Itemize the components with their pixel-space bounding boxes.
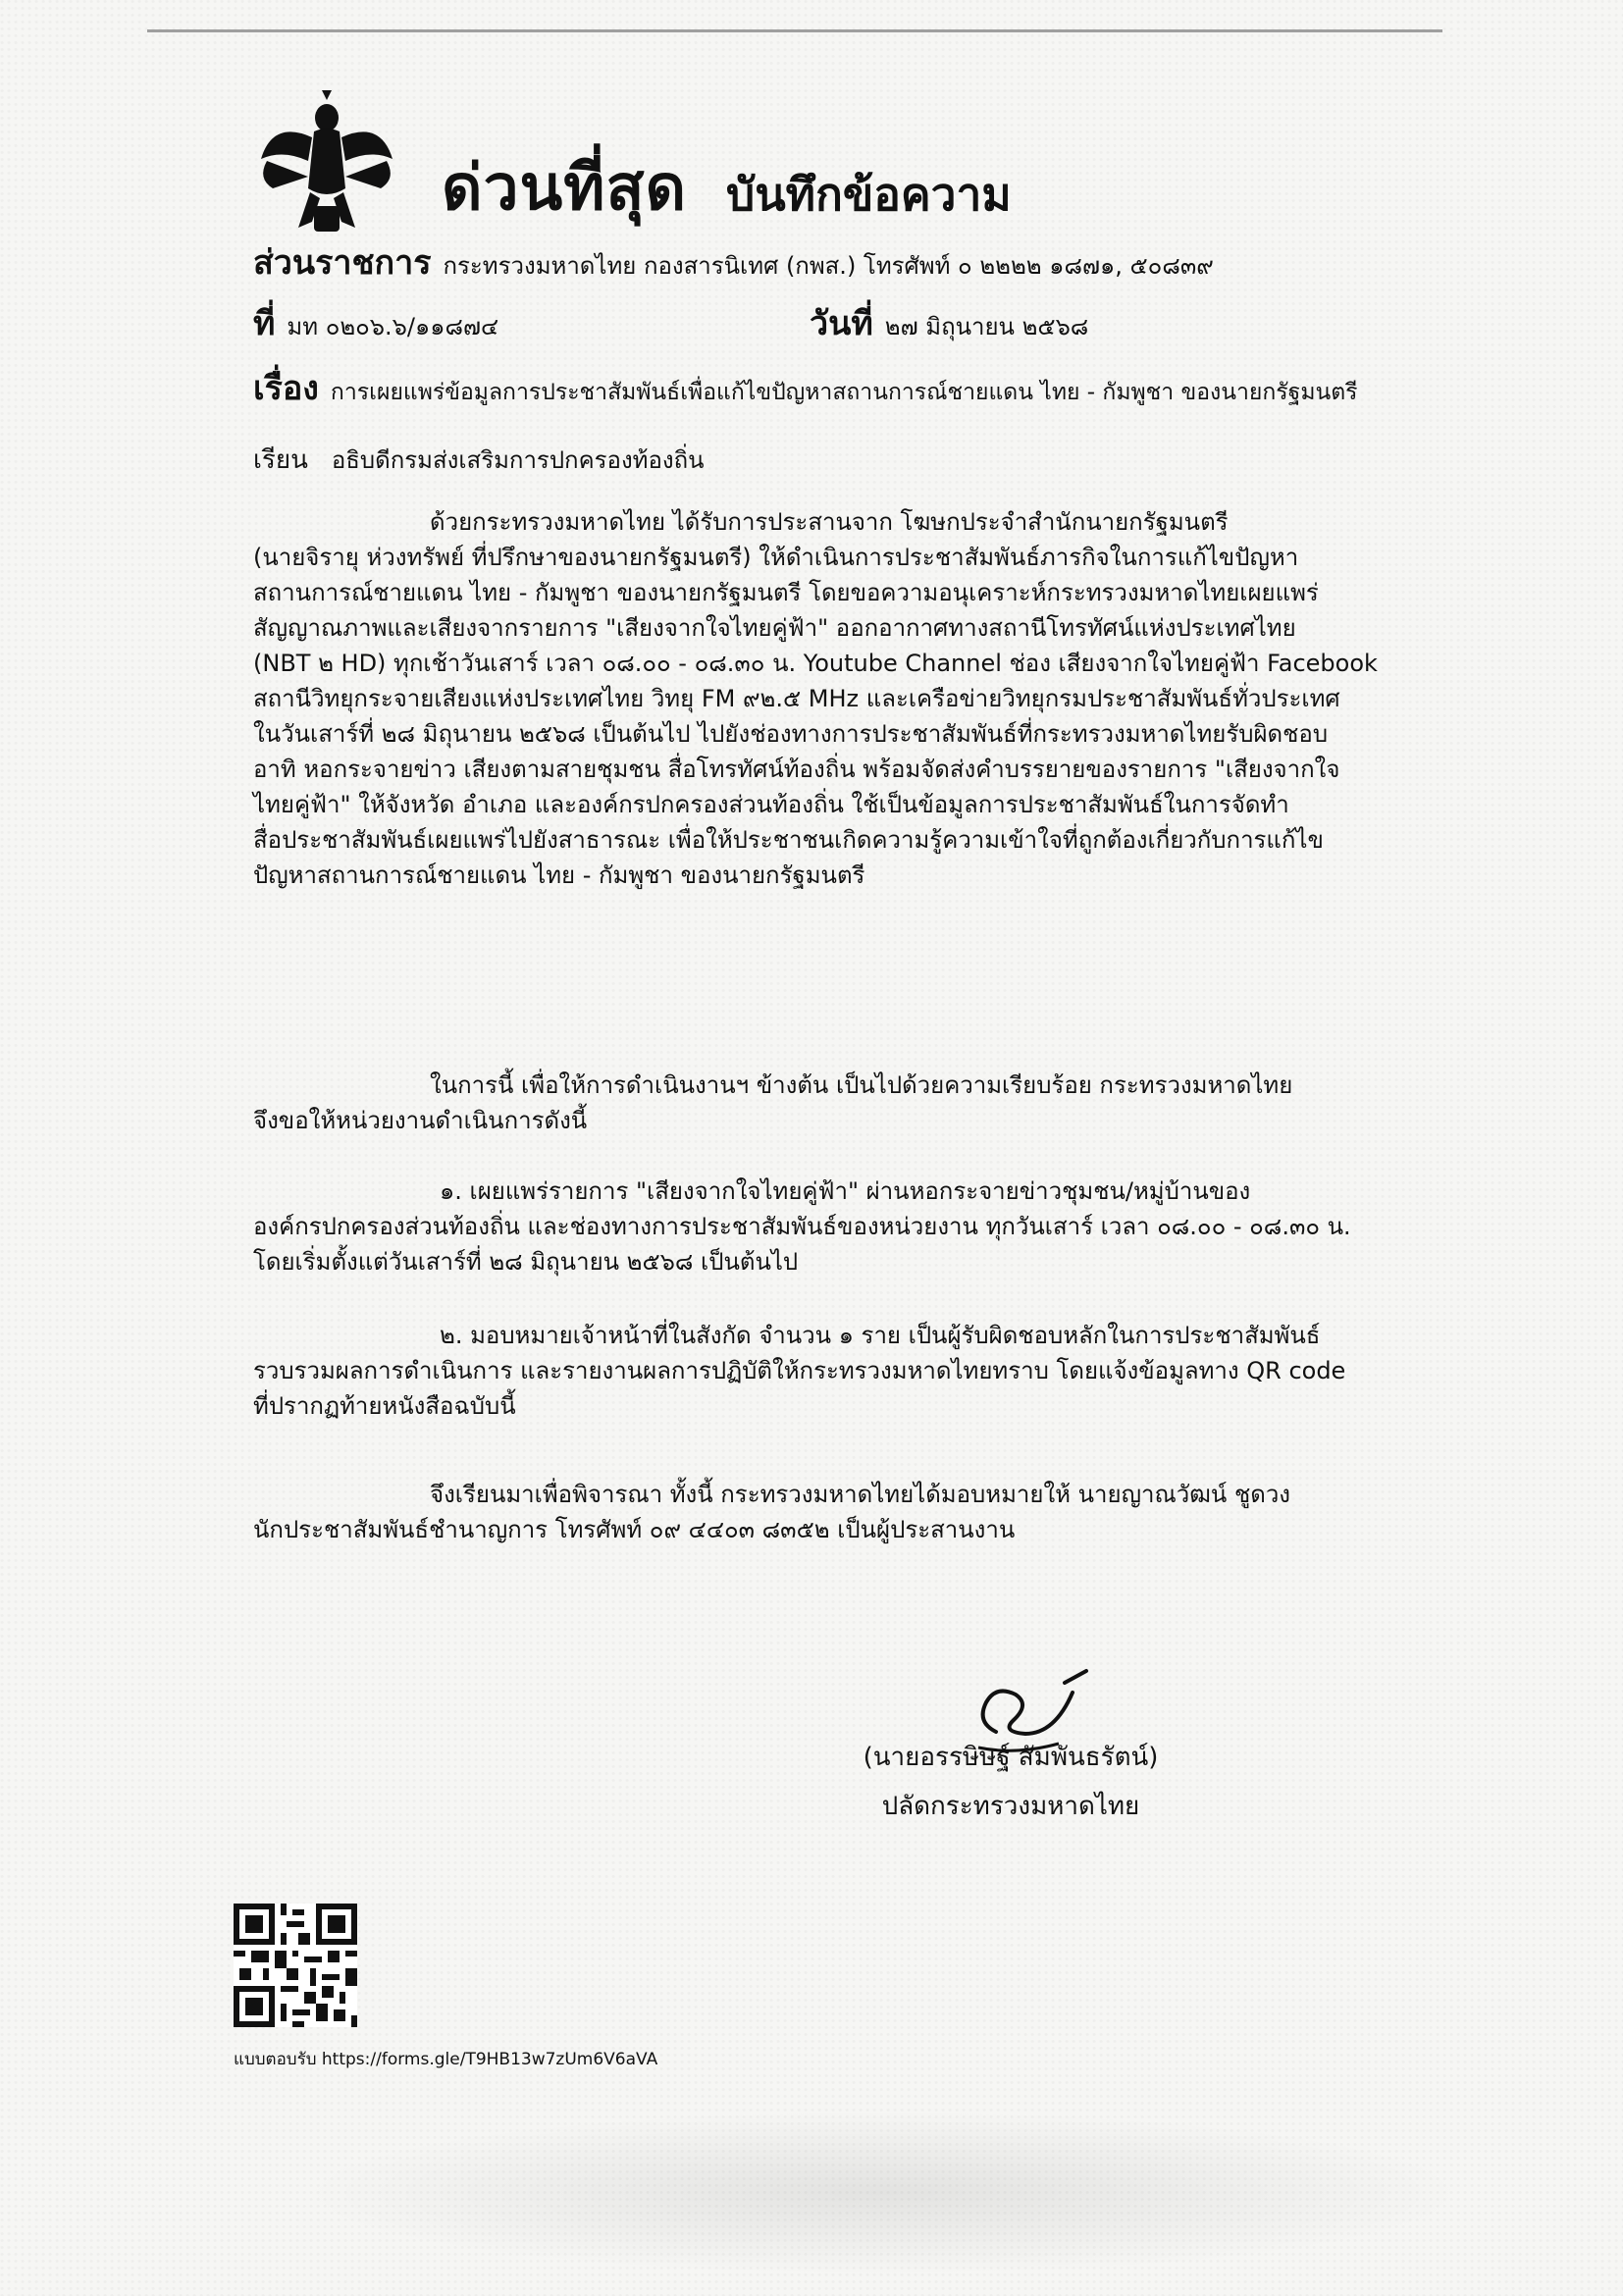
- text-line: ในวันเสาร์ที่ ๒๘ มิถุนายน ๒๕๖๘ เป็นต้นไป ไปยังช่องทางการประชาสัมพันธ์ที่กระทรวงมหาดไทยรับผิดชอบ: [253, 720, 1329, 748]
- date-label: วันที่: [810, 304, 873, 343]
- paragraph-1: [253, 504, 1460, 893]
- text-line: สื่อประชาสัมพันธ์เผยแพร่ไปยังสาธารณะ เพื่อให้ประชาชนเกิดความรู้ความเข้าใจที่ถูกต้องเกี่ยวกับการแก้ไข: [253, 826, 1324, 854]
- list-item-2: [253, 1318, 1460, 1424]
- text-line: อาทิ หอกระจายข่าว เสียงตามสายชุมชน สื่อโทรทัศน์ท้องถิ่น พร้อมจัดส่งคำบรรยายของรายการ "เสียงจากใจ: [253, 756, 1340, 783]
- text-line: จึงขอให้หน่วยงานดำเนินการดังนี้: [253, 1107, 588, 1134]
- garuda-emblem-icon: [253, 90, 400, 237]
- subject-label: เรื่อง: [253, 369, 319, 408]
- text-line: สถานีวิทยุกระจายเสียงแห่งประเทศไทย วิทยุ FM ๙๒.๕ MHz และเครือข่ายวิทยุกรมประชาสัมพันธ์ทั่วประเทศ: [253, 685, 1340, 712]
- date-value: ๒๗ มิถุนายน ๒๕๖๘: [884, 313, 1089, 340]
- text-line: โดยเริ่มตั้งแต่วันเสาร์ที่ ๒๘ มิถุนายน ๒๕๖๘ เป็นต้นไป: [253, 1248, 799, 1276]
- addressee-label: เรียน: [253, 445, 308, 475]
- text-line: ในการนี้ เพื่อให้การดำเนินงานฯ ข้างต้น เป็นไปด้วยความเรียบร้อย กระทรวงมหาดไทย: [430, 1071, 1293, 1099]
- reference-label: ที่: [253, 304, 276, 343]
- response-form-link[interactable]: แบบตอบรับ https://forms.gle/T9HB13w7zUm6V6aVA: [234, 2050, 658, 2069]
- text-line: ปัญหาสถานการณ์ชายแดน ไทย - กัมพูชา ของนายกรัฐมนตรี: [253, 861, 865, 889]
- reference-value: มท ๐๒๐๖.๖/๑๑๘๗๔: [287, 313, 499, 340]
- list-item-1: [253, 1174, 1460, 1279]
- text-line: ๑. เผยแพร่รายการ "เสียงจากใจไทยคู่ฟ้า" ผ่านหอกระจายข่าวชุมชน/หมู่บ้านของ: [440, 1177, 1251, 1205]
- date-row: [810, 296, 1088, 349]
- scan-noise: [294, 2110, 1472, 2276]
- paragraph-3: [253, 1477, 1460, 1547]
- paragraph-2: [253, 1068, 1460, 1138]
- subject-row: [253, 361, 1358, 414]
- agency-label: ส่วนราชการ: [253, 243, 432, 283]
- addressee-value: อธิบดีกรมส่งเสริมการปกครองท้องถิ่น: [331, 446, 705, 474]
- addressee-row: [253, 440, 705, 480]
- text-line: (NBT ๒ HD) ทุกเช้าวันเสาร์ เวลา ๐๘.๐๐ - ๐๘.๓๐ น. Youtube Channel ช่อง เสียงจากใจไทยคู่ฟ้า Facebook: [253, 650, 1378, 677]
- text-line: องค์กรปกครองส่วนท้องถิ่น และช่องทางการประชาสัมพันธ์ของหน่วยงาน ทุกวันเสาร์ เวลา ๐๘.๐๐ - ๐๘.๓๐ น.: [253, 1213, 1351, 1240]
- text-line: ที่ปรากฏท้ายหนังสือฉบับนี้: [253, 1392, 516, 1420]
- reference-row: [253, 296, 498, 349]
- text-line: จึงเรียนมาเพื่อพิจารณา ทั้งนี้ กระทรวงมหาดไทยได้มอบหมายให้ นายญาณวัฒน์ ชูดวง: [430, 1481, 1291, 1508]
- text-line: ๒. มอบหมายเจ้าหน้าที่ในสังกัด จำนวน ๑ ราย เป็นผู้รับผิดชอบหลักในการประชาสัมพันธ์: [440, 1322, 1321, 1349]
- qr-code-icon[interactable]: [234, 1904, 357, 2027]
- signatory-position: ปลัดกระทรวงมหาดไทย: [881, 1792, 1140, 1821]
- text-line: นักประชาสัมพันธ์ชำนาญการ โทรศัพท์ ๐๙ ๔๔๐๓ ๘๓๕๒ เป็นผู้ประสานงาน: [253, 1516, 1016, 1543]
- urgency-heading: ด่วนที่สุด: [442, 152, 688, 225]
- agency-row: [253, 235, 1214, 288]
- memo-title: บันทึกข้อความ: [726, 168, 1012, 221]
- text-line: ด้วยกระทรวงมหาดไทย ได้รับการประสานจาก โฆษกประจำสำนักนายกรัฐมนตรี: [430, 508, 1229, 536]
- text-line: รวบรวมผลการดำเนินการ และรายงานผลการปฏิบัติให้กระทรวงมหาดไทยทราบ โดยแจ้งข้อมูลทาง QR code: [253, 1357, 1346, 1384]
- text-line: (นายจิรายุ ห่วงทรัพย์ ที่ปรึกษาของนายกรัฐมนตรี) ให้ดำเนินการประชาสัมพันธ์ภารกิจในการแก้ไขปัญหา: [253, 544, 1299, 571]
- subject-value: การเผยแพร่ข้อมูลการประชาสัมพันธ์เพื่อแก้ไขปัญหาสถานการณ์ชายแดน ไทย - กัมพูชา ของนายกรัฐมนตรี: [330, 380, 1358, 405]
- text-line: สัญญาณภาพและเสียงจากรายการ "เสียงจากใจไทยคู่ฟ้า" ออกอากาศทางสถานีโทรทัศน์แห่งประเทศไทย: [253, 614, 1296, 642]
- signatory-name: (นายอรรษิษฐ์ สัมพันธรัตน์): [863, 1743, 1159, 1772]
- agency-value: กระทรวงมหาดไทย กองสารนิเทศ (กพส.) โทรศัพท์ ๐ ๒๒๒๒ ๑๘๗๑, ๕๐๘๓๙: [443, 252, 1214, 280]
- text-line: ไทยคู่ฟ้า" ให้จังหวัด อำเภอ และองค์กรปกครองส่วนท้องถิ่น ใช้เป็นข้อมูลการประชาสัมพันธ์ในการจัดทำ: [253, 791, 1289, 818]
- top-edge-line: [147, 29, 1442, 32]
- text-line: สถานการณ์ชายแดน ไทย - กัมพูชา ของนายกรัฐมนตรี โดยขอความอนุเคราะห์กระทรวงมหาดไทยเผยแพร่: [253, 579, 1319, 606]
